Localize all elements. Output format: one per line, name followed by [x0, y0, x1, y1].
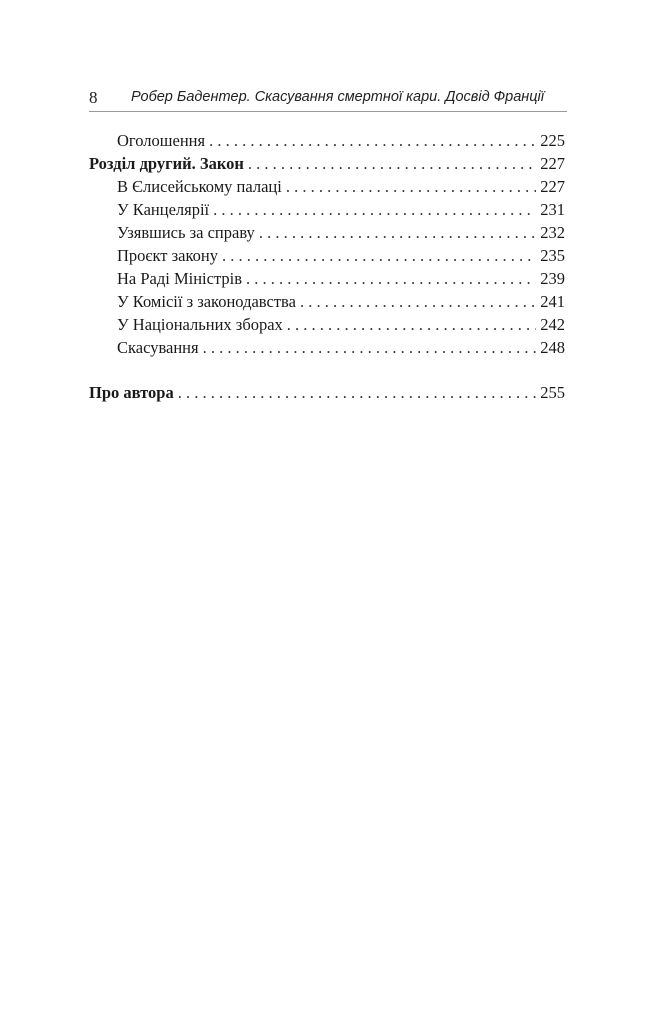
- toc-entry-title: Розділ другий. Закон: [89, 154, 244, 173]
- toc-entry: [89, 129, 565, 152]
- toc-entry-page: 231: [540, 200, 565, 219]
- dot-leader: [246, 267, 536, 290]
- toc-entry-page: 227: [540, 154, 565, 173]
- header-rule: [89, 111, 567, 112]
- toc-entry-page: 227: [540, 177, 565, 196]
- toc-entry-page: 232: [540, 223, 565, 242]
- table-of-contents: [89, 129, 565, 404]
- toc-chapter-heading: [89, 152, 565, 175]
- dot-leader: [213, 198, 536, 221]
- toc-chapter-heading: [89, 381, 565, 404]
- section-spacer: [89, 359, 565, 381]
- toc-entry-title: Скасування: [117, 338, 199, 357]
- dot-leader: [248, 152, 536, 175]
- toc-entry-title: Проєкт закону: [117, 246, 218, 265]
- toc-entry-page: 241: [540, 292, 565, 311]
- dot-leader: [259, 221, 536, 244]
- toc-entry-title: У Національних зборах: [117, 315, 283, 334]
- toc-entry-page: 248: [540, 338, 565, 357]
- toc-entry-title: У Канцелярії: [117, 200, 210, 219]
- toc-entry: [89, 244, 565, 267]
- toc-entry: [89, 336, 565, 359]
- dot-leader: [300, 290, 536, 313]
- dot-leader: [203, 336, 537, 359]
- toc-entry: [89, 290, 565, 313]
- toc-entry-title: На Раді Міністрів: [117, 269, 242, 288]
- dot-leader: [222, 244, 536, 267]
- toc-entry-page: 239: [540, 269, 565, 288]
- toc-entry-page: 242: [540, 315, 565, 334]
- toc-entry: [89, 267, 565, 290]
- dot-leader: [286, 175, 536, 198]
- dot-leader: [287, 313, 536, 336]
- toc-entry: [89, 221, 565, 244]
- toc-entry: [89, 313, 565, 336]
- toc-entry-title: Оголошення: [117, 131, 206, 150]
- toc-entry-title: У Комісії з законодавства: [117, 292, 296, 311]
- page-header: [89, 86, 567, 114]
- toc-entry: [89, 198, 565, 221]
- toc-entry-page: 225: [540, 131, 565, 150]
- running-title: Робер Бадентер. Скасування смертної кари. Досвід Франції: [131, 89, 544, 105]
- toc-entry-title: Узявшись за справу: [117, 223, 255, 242]
- toc-entry-page: 255: [540, 383, 565, 402]
- toc-entry-title: Про автора: [89, 383, 174, 402]
- dot-leader: [178, 381, 537, 404]
- dot-leader: [209, 129, 536, 152]
- page-number: 8: [89, 88, 98, 107]
- toc-entry-title: В Єлисейському палаці: [117, 177, 282, 196]
- toc-entry-page: 235: [540, 246, 565, 265]
- toc-entry: [89, 175, 565, 198]
